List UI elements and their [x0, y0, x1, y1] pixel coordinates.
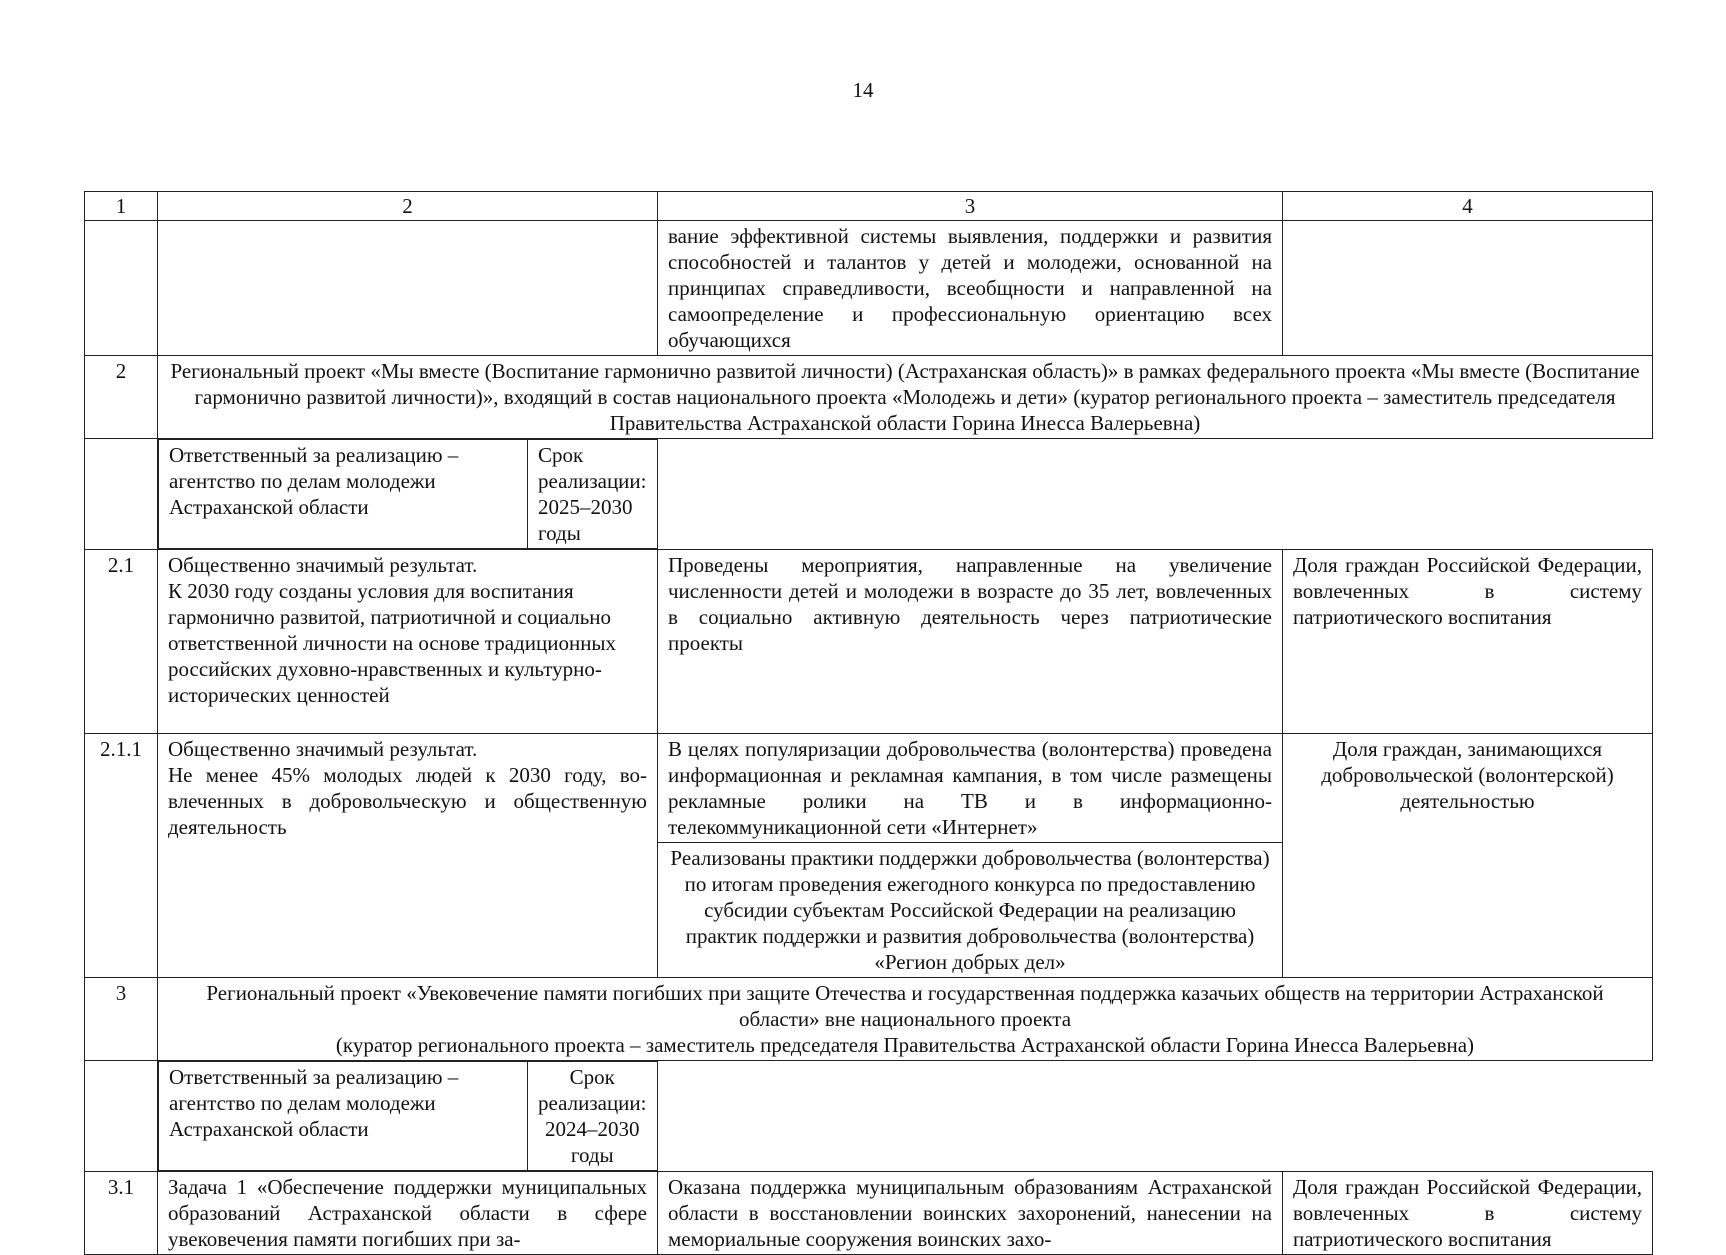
cell-indicator: Доля граждан Российской Федерации, вовлеченных в систему патриотического воспитания — [1283, 550, 1653, 734]
term-text: Срок реализации: 2024–2030 годы — [538, 1065, 647, 1167]
row-number: 2.1.1 — [85, 734, 158, 978]
cell-num — [85, 1061, 158, 1172]
table-header-row — [85, 192, 1653, 221]
section-number: 2 — [85, 356, 158, 439]
result-heading: Общественно значимый результат. — [168, 553, 478, 577]
measure-item: Реализованы практики поддержки добровольчества (волонтерства) по итогам проведения ежегодного конкурса по предоставлению субсидии субъектам Российской Федерации на реализацию практик поддержки и развития добровольчества (волонтерства) «Регион добрых дел» — [658, 842, 1282, 977]
cell-num — [85, 439, 158, 550]
result-text: Не менее 45% молодых людей к 2030 году, вовлеченных в добровольческую и общественную деятельность — [168, 763, 647, 839]
responsible-text: Ответственный за реализацию – агентство по делам молодежи Астраханской области — [159, 440, 528, 548]
responsible-row — [85, 439, 1653, 550]
table-row — [85, 550, 1653, 734]
measure-item: В целях популяризации добровольчества (волонтерства) проведена информационная и рекламная кампания, в том числе размещены рекламные ролики на ТВ и в информационно-телекоммуникационной сети «Интернет» — [668, 737, 1272, 839]
result-heading: Общественно значимый результат. — [168, 737, 478, 761]
page-number: 14 — [852, 78, 874, 102]
section-title-curator: (куратор регионального проекта – заместитель председателя Правительства Астраханской области Горина Инесса Валерьевна) — [335, 1033, 1475, 1057]
responsible-cell — [158, 1061, 658, 1171]
cell-measures — [658, 734, 1283, 978]
section-number: 3 — [85, 978, 158, 1061]
responsible-row — [85, 1061, 1653, 1172]
table-row — [85, 1172, 1653, 1255]
cell-measures: Проведены мероприятия, направленные на увеличение численности детей и молодежи в возрасте до 35 лет, вовлеченных в социально активную деятельность через патриотические проекты — [658, 550, 1283, 734]
section-title-row — [85, 356, 1653, 439]
cell-result — [158, 221, 658, 356]
section-title: Региональный проект «Мы вместе (Воспитание гармонично развитой личности) (Астраханская область)» в рамках федерального проекта «Мы вместе (Воспитание гармонично развитой личности)», входящий в состав национального проекта «Молодежь и дети» (куратор регионального проекта – заместитель председателя Правительства Астраханской области Горина Инесса Валерьевна) — [158, 356, 1653, 439]
cell-indicator: Доля граждан Российской Федерации, вовлеченных в систему патриотического воспитания — [1283, 1172, 1653, 1255]
cell-num — [85, 221, 158, 356]
table-row — [85, 734, 1653, 978]
row-number: 3.1 — [85, 1172, 158, 1255]
section-title — [158, 978, 1653, 1061]
cell-result: Задача 1 «Обеспечение поддержки муниципальных образований Астраханской области в сфере увековечения памяти погибших при за- — [158, 1172, 658, 1255]
responsible-cell — [158, 439, 658, 549]
row-number: 2.1 — [85, 550, 158, 734]
column-header-4: 4 — [1283, 192, 1653, 221]
column-header-1: 1 — [85, 192, 158, 221]
responsible-text: Ответственный за реализацию – агентство по делам молодежи Астраханской области — [159, 1062, 528, 1170]
section-title-row — [85, 978, 1653, 1061]
cell-measures: Оказана поддержка муниципальным образованиям Астраханской области в восстановлении воинских захоронений, нанесении на мемориальные сооружения воинских захо- — [658, 1172, 1283, 1255]
cell-indicator — [1283, 221, 1653, 356]
column-header-3: 3 — [658, 192, 1283, 221]
cell-indicator: Доля граждан, занимающихся добровольческой (волонтерской) деятельностью — [1283, 734, 1653, 978]
column-header-2: 2 — [158, 192, 658, 221]
result-text: К 2030 году созданы условия для воспитания гармонично развитой, патриотичной и социально ответственной личности на основе традиционных российских духовно-нравственных и культурно-исторических ценностей — [168, 579, 617, 707]
cell-result — [158, 550, 658, 734]
cell-result — [158, 734, 658, 978]
section-title-main: Региональный проект «Увековечение памяти погибших при защите Отечества и государственная поддержка казачьих обществ на территории Астраханской области» вне национального проекта — [206, 981, 1604, 1031]
term-text: Срок реализации: 2025–2030 годы — [538, 443, 647, 545]
goals-table — [84, 191, 1653, 1255]
table-row — [85, 221, 1653, 356]
cell-measures: вание эффективной системы выявления, поддержки и развития способностей и талантов у детей и молодежи, основанной на принципах справедливости, всеобщности и направленной на самоопределение и профессиональную ориентацию всех обучающихся — [658, 221, 1283, 356]
